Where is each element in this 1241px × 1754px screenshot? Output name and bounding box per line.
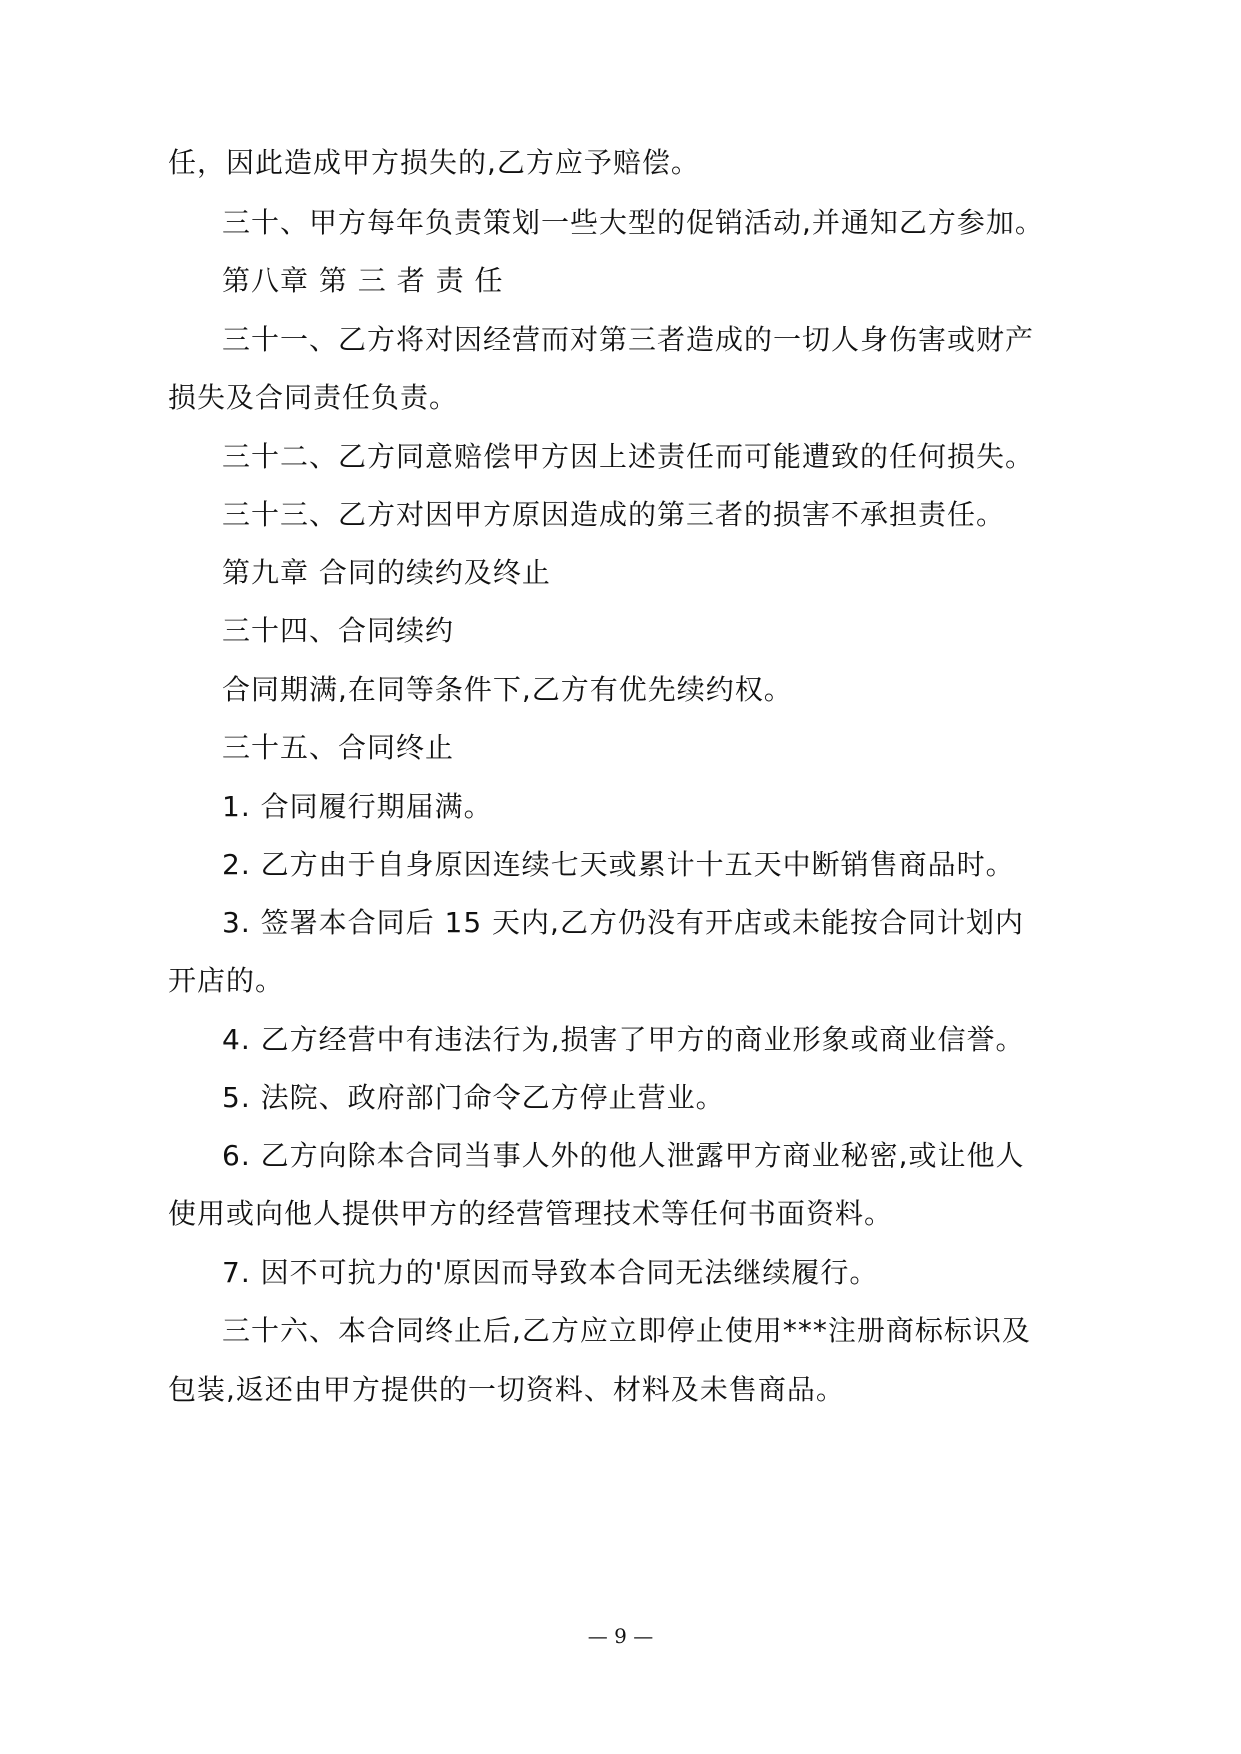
text-line: 合同期满,在同等条件下,乙方有优先续约权。 — [222, 673, 793, 706]
list-item: 1. 合同履行期届满。 — [222, 790, 493, 823]
text-line: 三十五、合同终止 — [222, 731, 455, 764]
list-item: 4. 乙方经营中有违法行为,损害了甲方的商业形象或商业信誉。 — [222, 1023, 1025, 1056]
chapter-heading: 第九章 合同的续约及终止 — [222, 556, 551, 589]
text-line: 三十四、合同续约 — [222, 614, 455, 647]
text-line: 损失及合同责任负责。 — [168, 381, 459, 414]
text-line: 开店的。 — [168, 964, 285, 997]
list-item: 7. 因不可抗力的'原因而导致本合同无法继续履行。 — [222, 1256, 879, 1289]
text-line: 三十六、本合同终止后,乙方应立即停止使用***注册商标标识及 — [222, 1314, 1031, 1347]
text-line: 任，因此造成甲方损失的,乙方应予赔偿。 — [168, 146, 700, 179]
text-line: 三十一、乙方将对因经营而对第三者造成的一切人身伤害或财产 — [222, 323, 1035, 356]
page-number: — 9 — — [587, 1624, 654, 1648]
list-item: 6. 乙方向除本合同当事人外的他人泄露甲方商业秘密,或让他人 — [222, 1139, 1025, 1172]
list-item: 5. 法院、政府部门命令乙方停止营业。 — [222, 1081, 725, 1114]
text-line: 三十二、乙方同意赔偿甲方因上述责任而可能遭致的任何损失。 — [222, 440, 1035, 473]
text-line: 包装,返还由甲方提供的一切资料、材料及未售商品。 — [168, 1373, 845, 1406]
list-item: 3. 签署本合同后 15 天内,乙方仍没有开店或未能按合同计划内 — [222, 906, 1024, 939]
text-line: 使用或向他人提供甲方的经营管理技术等任何书面资料。 — [168, 1197, 894, 1230]
text-line: 三十、甲方每年负责策划一些大型的促销活动,并通知乙方参加。 — [222, 206, 1044, 239]
chapter-heading: 第八章 第 三 者 责 任 — [222, 264, 504, 297]
list-item: 2. 乙方由于自身原因连续七天或累计十五天中断销售商品时。 — [222, 848, 1015, 881]
text-line: 三十三、乙方对因甲方原因造成的第三者的损害不承担责任。 — [222, 498, 1006, 531]
